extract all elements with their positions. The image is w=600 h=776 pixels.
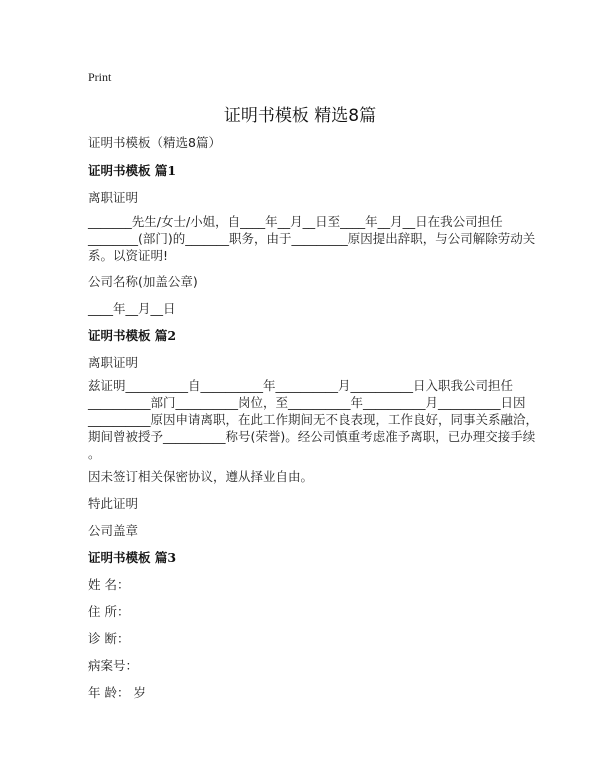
section-heading-2: 证明书模板 篇2 xyxy=(88,328,177,343)
paragraph-line: 期间曾被授予__________称号(荣誉)。经公司慎重考虑准予离职，已办理交接手续 xyxy=(88,429,536,444)
paragraph-line: 兹证明__________自__________年__________月__________日入职我公司担任 xyxy=(88,378,514,393)
document-subtitle: 证明书模板（精选8篇） xyxy=(88,135,221,150)
paragraph-line: ________(部门)的_______职务，由于_________原因提出辞职，与公司解除劳动关 xyxy=(88,231,536,246)
section-2-seal-line: 公司盖章 xyxy=(88,523,139,538)
section-1-doc-type: 离职证明 xyxy=(88,190,139,205)
field-address: 住 所： xyxy=(88,604,130,619)
paragraph-line: 系。以资证明! xyxy=(88,248,169,263)
field-age: 年 龄： 岁 xyxy=(88,685,146,700)
field-diagnosis: 诊 断： xyxy=(88,631,130,646)
field-case-number: 病案号： xyxy=(88,658,139,673)
section-heading-1: 证明书模板 篇1 xyxy=(88,163,177,178)
section-1-date-line: ____年__月__日 xyxy=(88,301,176,316)
section-1-company-line: 公司名称(加盖公章) xyxy=(88,274,198,289)
section-2-doc-type: 离职证明 xyxy=(88,355,139,370)
print-label: Print xyxy=(88,70,112,84)
paragraph-line: 。 xyxy=(88,446,101,461)
section-heading-3: 证明书模板 篇3 xyxy=(88,550,177,565)
section-2-note-line: 因未签订相关保密协议，遵从择业自由。 xyxy=(88,469,314,484)
section-2-paragraph xyxy=(88,377,538,462)
paragraph-line: _______先生/女士/小姐，自____年__月__日至____年__月__日在我公司担任 xyxy=(88,214,503,229)
paragraph-line: __________原因申请离职，在此工作期间无不良表现，工作良好，同事关系融洽， xyxy=(88,412,539,427)
page-title: 证明书模板 精选8篇 xyxy=(223,106,377,126)
section-1-paragraph xyxy=(88,213,535,264)
section-2-certify-line: 特此证明 xyxy=(88,496,139,511)
field-name: 姓 名： xyxy=(88,577,130,592)
paragraph-line: __________部门__________岗位，至__________年__________月__________日因 xyxy=(88,395,526,410)
